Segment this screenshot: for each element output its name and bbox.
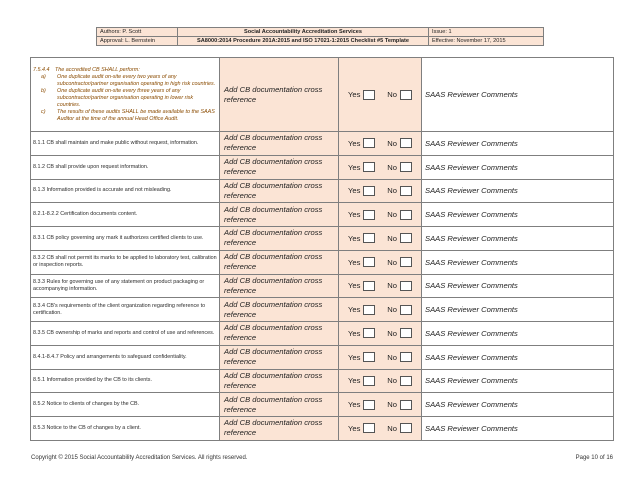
table-row: [31, 155, 614, 179]
yes-no-cell: [339, 203, 422, 227]
table-row: [31, 417, 614, 441]
yes-checkbox[interactable]: [363, 305, 375, 315]
yes-no-cell: [339, 132, 422, 156]
yes-checkbox[interactable]: [363, 328, 375, 338]
page-number: Page 10 of 16: [575, 455, 613, 461]
no-label: No: [387, 90, 397, 99]
yes-label: Yes: [348, 162, 361, 172]
yes-checkbox[interactable]: [363, 400, 375, 410]
no-checkbox[interactable]: [400, 233, 412, 243]
no-checkbox[interactable]: [400, 352, 412, 362]
yes-no-cell: [339, 179, 422, 203]
cross-reference-field[interactable]: Add CB documentation cross reference: [220, 155, 339, 179]
yes-no-cell: [339, 369, 422, 393]
yes-no-cell: [339, 274, 422, 298]
no-label: No: [387, 376, 397, 386]
yes-label: Yes: [348, 281, 361, 291]
item-text: One duplicate audit on-site every three years of any subcontractor/partner organisation operating in lower risk countries.: [57, 87, 194, 108]
clause-heading: The accredited CB SHALL perform:: [55, 66, 140, 73]
requirement-cell: 8.3.5 CB ownership of marks and reports and control of use and references.: [31, 322, 220, 346]
yes-label: Yes: [348, 186, 361, 196]
no-checkbox[interactable]: [400, 305, 412, 315]
cross-reference-field[interactable]: Add CB documentation cross reference: [220, 417, 339, 441]
reviewer-comments-field[interactable]: SAAS Reviewer Comments: [422, 227, 614, 251]
item-letter: b): [41, 87, 46, 94]
requirement-cell: 8.3.3 Rules for governing use of any statement on product packaging or accompanying information.: [31, 274, 220, 298]
no-label: No: [387, 281, 397, 291]
reviewer-comments-field[interactable]: SAAS Reviewer Comments: [422, 155, 614, 179]
no-checkbox[interactable]: [400, 186, 412, 196]
requirement-cell: 8.1.1 CB shall maintain and make public without request, information.: [31, 132, 220, 156]
cross-reference-field[interactable]: Add CB documentation cross reference: [220, 345, 339, 369]
yes-label: Yes: [348, 257, 361, 267]
yes-label: Yes: [348, 210, 361, 220]
yes-no-cell: [339, 393, 422, 417]
author-cell: Authors: P. Scott: [97, 28, 178, 37]
no-checkbox[interactable]: [400, 210, 412, 220]
table-row: [31, 369, 614, 393]
yes-checkbox[interactable]: [363, 423, 375, 433]
cross-reference-field[interactable]: Add CB documentation cross reference: [220, 179, 339, 203]
clause-number: 7.5.4.4: [33, 66, 50, 73]
yes-label: Yes: [348, 423, 361, 433]
reviewer-comments-field[interactable]: SAAS Reviewer Comments: [422, 345, 614, 369]
item-text: The results of these audits SHALL be made available to the SAAS Auditor at the time of the annual Head Office Audit.: [57, 108, 215, 122]
yes-checkbox[interactable]: [363, 281, 375, 291]
requirement-cell: 8.3.1 CB policy governing any mark it authorizes certified clients to use.: [31, 227, 220, 251]
no-checkbox[interactable]: [400, 400, 412, 410]
reviewer-comments-field[interactable]: SAAS Reviewer Comments: [422, 393, 614, 417]
table-row: [31, 345, 614, 369]
table-row: [31, 179, 614, 203]
yes-checkbox[interactable]: [363, 90, 375, 100]
yes-checkbox[interactable]: [363, 162, 375, 172]
yes-no-cell: [339, 322, 422, 346]
no-checkbox[interactable]: [400, 90, 412, 100]
yes-no-cell: [339, 345, 422, 369]
requirement-cell: 8.3.4 CB's requirements of the client organization regarding reference to certification.: [31, 298, 220, 322]
requirement-cell: 8.5.1 Information provided by the CB to its clients.: [31, 369, 220, 393]
no-label: No: [387, 423, 397, 433]
reviewer-comments-field[interactable]: SAAS Reviewer Comments: [422, 132, 614, 156]
reviewer-comments-field[interactable]: SAAS Reviewer Comments: [422, 203, 614, 227]
no-checkbox[interactable]: [400, 138, 412, 148]
cross-reference-field[interactable]: Add CB documentation cross reference: [220, 58, 339, 132]
yes-label: Yes: [348, 305, 361, 315]
yes-no-cell: [339, 298, 422, 322]
reviewer-comments-field[interactable]: SAAS Reviewer Comments: [422, 417, 614, 441]
no-checkbox[interactable]: [400, 328, 412, 338]
no-checkbox[interactable]: [400, 162, 412, 172]
yes-checkbox[interactable]: [363, 138, 375, 148]
yes-no-cell: [339, 58, 422, 132]
no-label: No: [387, 233, 397, 243]
yes-no-cell: [339, 227, 422, 251]
table-row: [31, 227, 614, 251]
yes-label: Yes: [348, 352, 361, 362]
issue-cell: Issue: 1: [429, 28, 544, 37]
table-row: [31, 393, 614, 417]
yes-label: Yes: [348, 233, 361, 243]
cross-reference-field[interactable]: Add CB documentation cross reference: [220, 322, 339, 346]
yes-checkbox[interactable]: [363, 186, 375, 196]
cross-reference-field[interactable]: Add CB documentation cross reference: [220, 393, 339, 417]
reviewer-comments-field[interactable]: SAAS Reviewer Comments: [422, 179, 614, 203]
table-row: [31, 250, 614, 274]
yes-label: Yes: [348, 376, 361, 386]
approval-cell: Approval: L. Bernstein: [97, 37, 178, 46]
yes-checkbox[interactable]: [363, 257, 375, 267]
cross-reference-field[interactable]: Add CB documentation cross reference: [220, 250, 339, 274]
page-footer: [31, 455, 613, 461]
organization-cell: Social Accountability Accreditation Services: [178, 28, 429, 37]
requirement-cell: 8.1.2 CB shall provide upon request information.: [31, 155, 220, 179]
item-text: One duplicate audit on-site every two years of any subcontractor/partner organisation operating in high risk countries.: [57, 73, 216, 87]
requirement-cell: 8.4.1-8.4.7 Policy and arrangements to safeguard confidentiality.: [31, 345, 220, 369]
no-label: No: [387, 352, 397, 362]
item-letter: a): [41, 73, 46, 80]
yes-label: Yes: [348, 90, 361, 99]
no-label: No: [387, 138, 397, 148]
table-row: [31, 322, 614, 346]
reviewer-comments-field[interactable]: SAAS Reviewer Comments: [422, 298, 614, 322]
yes-checkbox[interactable]: [363, 376, 375, 386]
yes-checkbox[interactable]: [363, 233, 375, 243]
table-row: [31, 132, 614, 156]
yes-no-cell: [339, 155, 422, 179]
yes-label: Yes: [348, 328, 361, 338]
no-checkbox[interactable]: [400, 376, 412, 386]
no-label: No: [387, 210, 397, 220]
table-row: [31, 58, 614, 132]
reviewer-comments-field[interactable]: SAAS Reviewer Comments: [422, 58, 614, 132]
no-label: No: [387, 186, 397, 196]
checklist-table: [30, 57, 614, 441]
yes-checkbox[interactable]: [363, 352, 375, 362]
requirement-cell: 8.5.3 Notice to the CB of changes by a client.: [31, 417, 220, 441]
cross-reference-field[interactable]: Add CB documentation cross reference: [220, 227, 339, 251]
no-label: No: [387, 162, 397, 172]
requirement-cell: 8.1.3 Information provided is accurate and not misleading.: [31, 179, 220, 203]
table-row: [31, 298, 614, 322]
no-label: No: [387, 328, 397, 338]
no-checkbox[interactable]: [400, 423, 412, 433]
requirement-cell: 8.2.1-8.2.2 Certification documents content.: [31, 203, 220, 227]
document-header: [96, 27, 544, 46]
effective-date-cell: Effective: November 17, 2015: [429, 37, 544, 46]
cross-reference-field[interactable]: Add CB documentation cross reference: [220, 132, 339, 156]
table-row: [31, 274, 614, 298]
item-letter: c): [41, 108, 46, 115]
cross-reference-field[interactable]: Add CB documentation cross reference: [220, 203, 339, 227]
cross-reference-field[interactable]: Add CB documentation cross reference: [220, 369, 339, 393]
cross-reference-field[interactable]: Add CB documentation cross reference: [220, 274, 339, 298]
reviewer-comments-field[interactable]: SAAS Reviewer Comments: [422, 369, 614, 393]
yes-no-cell: [339, 250, 422, 274]
reviewer-comments-field[interactable]: SAAS Reviewer Comments: [422, 250, 614, 274]
yes-label: Yes: [348, 138, 361, 148]
yes-checkbox[interactable]: [363, 210, 375, 220]
requirement-cell: 8.5.2 Notice to clients of changes by the CB.: [31, 393, 220, 417]
no-label: No: [387, 400, 397, 410]
cross-reference-field[interactable]: Add CB documentation cross reference: [220, 298, 339, 322]
no-checkbox[interactable]: [400, 257, 412, 267]
requirement-cell: 8.3.2 CB shall not permit its marks to be applied to laboratory test, calibration or inspection reports.: [31, 250, 220, 274]
no-label: No: [387, 305, 397, 315]
requirement-cell: [31, 58, 220, 132]
reviewer-comments-field[interactable]: SAAS Reviewer Comments: [422, 322, 614, 346]
document-title-cell: SA8000:2014 Procedure 201A:2015 and ISO 17021-1:2015 Checklist #5 Template: [178, 37, 429, 46]
table-row: [31, 203, 614, 227]
no-label: No: [387, 257, 397, 267]
copyright-text: Copyright © 2015 Social Accountability Accreditation Services. All rights reserved.: [31, 455, 248, 461]
no-checkbox[interactable]: [400, 281, 412, 291]
yes-no-cell: [339, 417, 422, 441]
yes-label: Yes: [348, 400, 361, 410]
reviewer-comments-field[interactable]: SAAS Reviewer Comments: [422, 274, 614, 298]
